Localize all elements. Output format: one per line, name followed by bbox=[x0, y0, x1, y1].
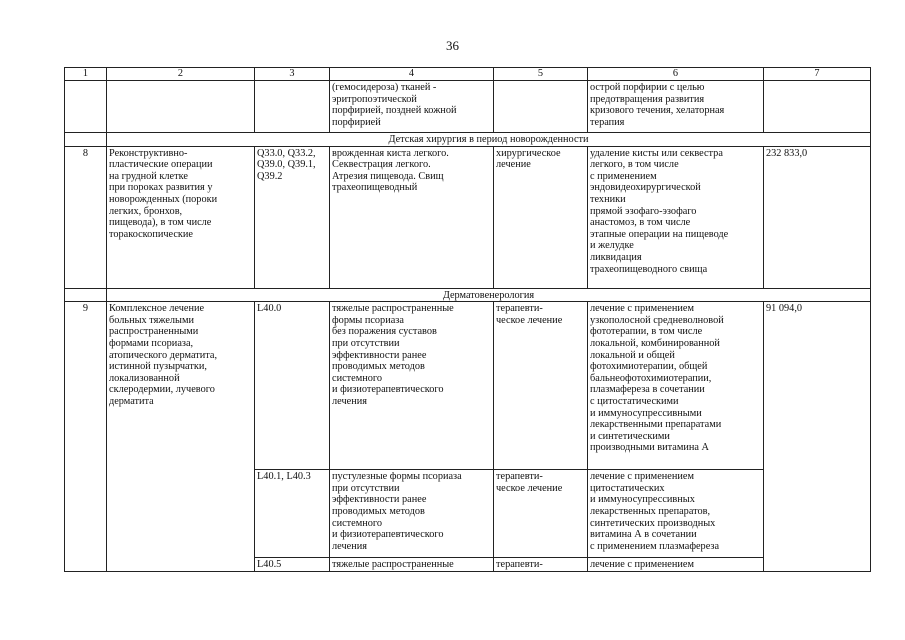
cell bbox=[764, 81, 871, 133]
col-header-5: 5 bbox=[494, 68, 588, 81]
treatment-type: хирургическое лечение bbox=[494, 146, 588, 288]
patient-model: врожденная киста легкого. Секвестрация легкого. Атрезия пищевода. Свищ трахеопищеводный bbox=[330, 146, 494, 288]
treatment-type: терапевти- bbox=[494, 558, 588, 572]
treatment-method: лечение с применением bbox=[588, 558, 764, 572]
patient-model: тяжелые распространенные bbox=[330, 558, 494, 572]
col-header-3: 3 bbox=[255, 68, 330, 81]
row-number: 8 bbox=[65, 146, 107, 288]
icd-codes: L40.0 bbox=[255, 302, 330, 470]
cont-model-cell: (гемосидероза) тканей - эритропоэтической порфирией, поздней кожной порфирией bbox=[330, 81, 494, 133]
section-row bbox=[65, 133, 871, 147]
page-number: 36 bbox=[446, 38, 459, 53]
cost-value: 232 833,0 bbox=[764, 146, 871, 288]
cell bbox=[255, 81, 330, 133]
cell bbox=[65, 133, 107, 147]
cell bbox=[65, 288, 107, 302]
icd-codes: L40.1, L40.3 bbox=[255, 470, 330, 558]
col-header-2: 2 bbox=[107, 68, 255, 81]
col-header-4: 4 bbox=[330, 68, 494, 81]
cell bbox=[494, 81, 588, 133]
row-number: 9 bbox=[65, 302, 107, 572]
col-header-1: 1 bbox=[65, 68, 107, 81]
treatment-method: лечение с применением цитостатических и иммуносупрессивных лекарственных препаратов, синтетических производных витамина А в сочетании с применением плазмафереза bbox=[588, 470, 764, 558]
procedure-name: Реконструктивно- пластические операции на грудной клетке при пороках развития у новорожденных (пороки легких, бронхов, пищевода), в том числе торакоскопические bbox=[107, 146, 255, 288]
treatment-method: удаление кисты или секвестра легкого, в том числе с применением эндовидеохирургической техники прямой эзофаго-эзофаго анастомоз, в том числе этапные операции на пищеводе и желудке ликвидация трахеопищеводного свища bbox=[588, 146, 764, 288]
col-header-7: 7 bbox=[764, 68, 871, 81]
procedures-table bbox=[64, 67, 871, 572]
col-header-6: 6 bbox=[588, 68, 764, 81]
table-row bbox=[65, 302, 871, 470]
continuation-row bbox=[65, 81, 871, 133]
cell bbox=[107, 81, 255, 133]
patient-model: тяжелые распространенные формы псориаза без поражения суставов при отсутствии эффективности ранее проводимых методов системного и физиотерапевтического лечения bbox=[330, 302, 494, 470]
procedure-name: Комплексное лечение больных тяжелыми распространенными формами псориаза, атопического дерматита, истинной пузырчатки, локализованной склеродермии, лучевого дерматита bbox=[107, 302, 255, 572]
treatment-type: терапевти- ческое лечение bbox=[494, 302, 588, 470]
header-row bbox=[65, 68, 871, 81]
cell bbox=[65, 81, 107, 133]
table-row bbox=[65, 146, 871, 288]
section-row bbox=[65, 288, 871, 302]
section-title-derm: Дерматовенерология bbox=[107, 288, 871, 302]
treatment-method: лечение с применением узкополосной средневолновой фототерапии, в том числе локальной, комбинированной локальной и общей фотохимиотерапии, общей бальнеофотохимиотерапии, плазмафереза в сочетании с цитостатическими и иммуносупрессивными лекарственными препаратами и синтетическими производными витамина А bbox=[588, 302, 764, 470]
icd-codes: L40.5 bbox=[255, 558, 330, 572]
cont-method-cell: острой порфирии с целью предотвращения развития кризового течения, хелаторная терапия bbox=[588, 81, 764, 133]
treatment-type: терапевти- ческое лечение bbox=[494, 470, 588, 558]
patient-model: пустулезные формы псориаза при отсутствии эффективности ранее проводимых методов системного и физиотерапевтического лечения bbox=[330, 470, 494, 558]
section-title-surgery: Детская хирургия в период новорожденности bbox=[107, 133, 871, 147]
icd-codes: Q33.0, Q33.2, Q39.0, Q39.1, Q39.2 bbox=[255, 146, 330, 288]
cost-value: 91 094,0 bbox=[764, 302, 871, 572]
